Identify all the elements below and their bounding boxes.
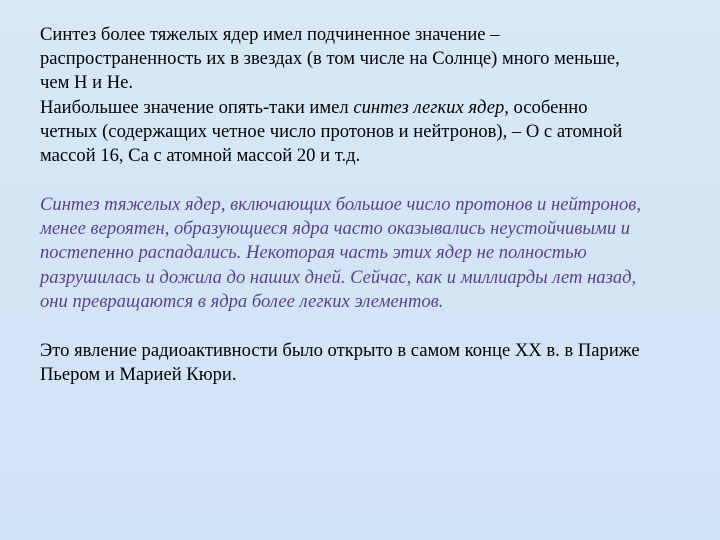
text-line: постепенно распадались. Некоторая часть этих ядер не полностью — [40, 242, 587, 264]
text-segment: , особенно — [504, 96, 588, 118]
text-line: они превращаются в ядра более легких элементов. — [40, 290, 444, 312]
text-line: Синтез более тяжелых ядер имел подчиненное значение – — [40, 24, 500, 45]
paragraph-nuclear-synthesis — [40, 23, 700, 168]
text-line: массой 16, Ca с атомной массой 20 и т.д. — [40, 145, 361, 167]
text-line: Пьером и Марией Кюри. — [40, 364, 237, 386]
text-line: распространенность их в звездах (в том числе на Солнце) много меньше, — [40, 48, 620, 70]
emphasis-light-nuclei: синтез легких ядер — [353, 96, 505, 118]
paragraph-heavy-nuclei-italic — [40, 193, 700, 314]
text-line: чем H и He. — [40, 72, 134, 94]
paragraph-radioactivity — [40, 339, 700, 387]
text-line: Это явление радиоактивности было открыто в самом конце XX в. в Париже — [40, 340, 640, 361]
text-line: разрушилась и дожила до наших дней. Сейчас, как и миллиарды лет назад, — [40, 266, 637, 288]
text-line-with-emphasis — [40, 96, 700, 120]
text-line: Синтез тяжелых ядер, включающих большое число протонов и нейтронов, — [40, 194, 642, 215]
text-segment: Наибольшее значение опять-таки имел — [40, 96, 354, 118]
text-line: четных (содержащих четное число протонов и нейтронов), – O с атомной — [40, 120, 623, 142]
text-line: менее вероятен, образующиеся ядра часто оказывались неустойчивыми и — [40, 218, 631, 240]
